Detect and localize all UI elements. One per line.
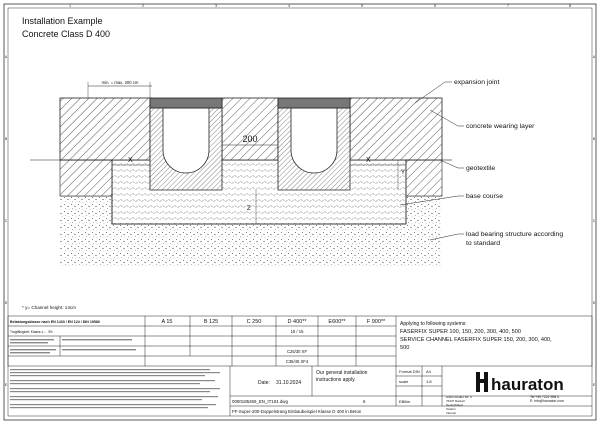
grid-mark: E [4, 383, 8, 387]
class-c250: C 250 [246, 319, 262, 325]
grid-mark: B [592, 137, 596, 141]
brand-address-5: Internet [446, 411, 457, 415]
class-b125: B 125 [203, 319, 219, 325]
brand-address-2: 76437 Rastatt [446, 399, 465, 403]
class-d400: D 400** [287, 319, 307, 325]
note-line-1: Our general installation [316, 370, 368, 376]
drawing-subtitle: Concrete Class D 400 [22, 29, 111, 39]
format-label: Format DIN [399, 369, 420, 374]
footer-line: FF-Super-200-Doppelstrang Einbaubeispiel Klasse D 400 in Beton [232, 409, 362, 414]
z-label: Z [247, 206, 251, 212]
callout-load-bearing-2: to standard [466, 240, 501, 247]
class-a15: A 15 [161, 319, 173, 325]
grid-mark: E [592, 383, 596, 387]
class-e600: E600** [328, 319, 346, 325]
editor-name: EBillm [399, 399, 411, 404]
brand-contact-1: Tel +49 7222 958 0 [530, 395, 559, 399]
callout-wearing-layer: concrete wearing layer [466, 123, 535, 130]
cell-c25: C25/30 XF [286, 349, 308, 354]
grid-mark: A [4, 55, 8, 59]
grid-mark: 8 [569, 4, 571, 9]
brand-name: hauraton [491, 375, 564, 394]
cell-c30: C35/45 XF4 [285, 359, 309, 364]
date-value: 31.10.2024 [276, 380, 302, 386]
wearing-layer-left [60, 98, 150, 160]
dimension-top-label: min. = max. 200 cm [101, 80, 139, 85]
value-ratio: 15 / 15 [290, 329, 304, 334]
format-value: A4 [426, 369, 431, 374]
grid-mark: 1 [69, 4, 71, 9]
top-grid-marks [69, 4, 571, 8]
brand-address-1: Anton Fiedler Str. 3 [446, 395, 472, 399]
scale-value: 1:8 [426, 379, 432, 384]
fine-print [10, 339, 220, 408]
grid-mark: D [4, 301, 8, 305]
grid-mark: 6 [434, 4, 436, 9]
drawing-number: 0000185269_EN_IT104.dwg [232, 399, 288, 404]
callout-base-course: base course [466, 193, 504, 200]
hauraton-logo [476, 372, 564, 394]
apply-line-1: FASERFIX SUPER 100, 150, 200, 300, 400, 500 [400, 329, 521, 335]
dimension-mid-label: 200 [242, 134, 258, 144]
grid-mark: 2 [142, 4, 144, 9]
grid-mark: 7 [507, 4, 509, 9]
callout-expansion-joint: expansion joint [454, 79, 500, 86]
leader-geotextile [440, 160, 464, 168]
apply-line-2: SERVICE CHANNEL FASERFIX SUPER 150, 200, 300, 400, [400, 337, 552, 343]
wearing-layer-right [350, 98, 442, 160]
right-haunch [406, 160, 442, 196]
brand-address-3: Deutschland [446, 403, 463, 407]
grid-mark: C [592, 219, 596, 223]
grid-mark: B [4, 137, 8, 141]
grid-mark: C [4, 219, 8, 223]
logo-mark-icon [476, 372, 488, 392]
grid-mark: A [592, 55, 596, 59]
grid-mark: D [592, 301, 596, 305]
callout-load-bearing-1: load bearing structure according [466, 231, 564, 238]
class-f900: F 900** [366, 319, 386, 325]
apply-line-3: 500 [400, 345, 410, 351]
y-label: Y [401, 170, 406, 176]
brand-contact-2: E: info@hauraton.com [530, 399, 564, 403]
footnote: * y= Channel height: 14cm [22, 305, 77, 310]
x-label-left: X [128, 157, 133, 164]
table-subrow: Tragfähigkeit: Klasse ≥ ... 3% [10, 330, 53, 334]
grid-mark: 5 [361, 4, 363, 9]
callout-geotextile: geotextile [466, 165, 496, 172]
channel-right-inner [291, 108, 337, 173]
note-line-2: instructions apply. [316, 377, 356, 383]
x-label-right: X [366, 157, 371, 164]
scale-label: scale [399, 379, 409, 384]
sheet-number: 6 [363, 399, 366, 404]
grid-mark: 3 [215, 4, 217, 9]
grating-right [278, 98, 350, 108]
grating-left [150, 98, 222, 108]
table-header: Belastungsklasse nach EN 1433 / EN 124 / DIN 19580 [10, 320, 100, 324]
channel-left-inner [163, 108, 209, 173]
brand-address-4: Telefon [446, 407, 456, 411]
left-haunch [60, 160, 112, 196]
wearing-layer-middle [222, 98, 278, 160]
apply-heading: Applying to following systems: [400, 321, 467, 327]
date-label: Date: [258, 380, 270, 386]
grid-mark: 4 [288, 4, 290, 9]
drawing-title: Installation Example [22, 16, 103, 26]
